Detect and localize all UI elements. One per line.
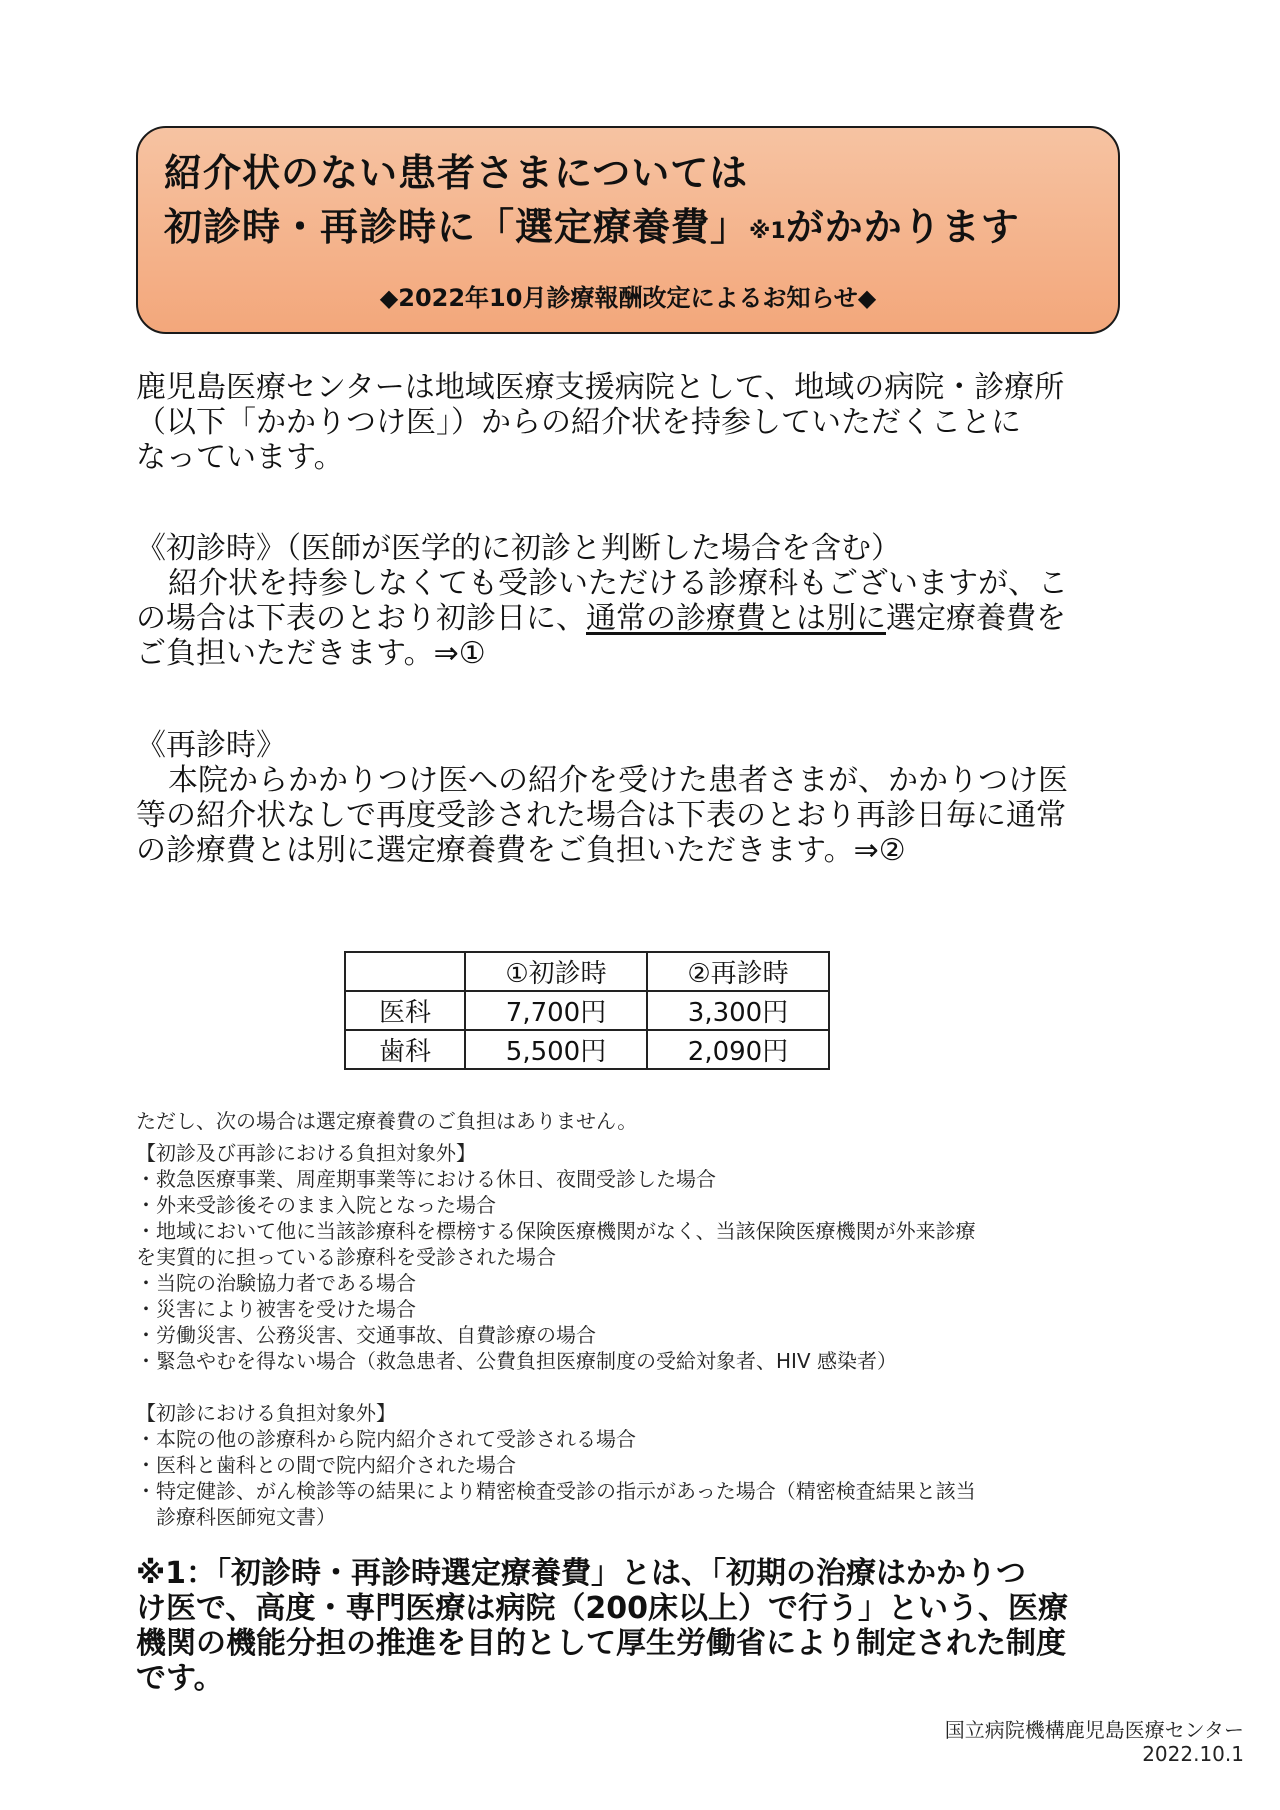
exceptions-group-first-and-revisit xyxy=(136,1140,1126,1374)
first-visit-text: 選定療養費を xyxy=(886,601,1066,636)
footnote-line: け医で、高度・専門医療は病院（200床以上）で行う」という、医療 xyxy=(136,1591,1069,1626)
underlined-text: 通常の診療費とは別に xyxy=(586,601,886,636)
revisit-heading: 《再診時》 xyxy=(136,728,286,763)
notice-banner xyxy=(136,126,1120,334)
list-item: ・特定健診、がん検診等の結果により精密検査受診の指示があった場合（精密検査結果と該当 xyxy=(136,1479,976,1503)
table-cell: 2,090円 xyxy=(647,1030,829,1069)
intro-line: 鹿児島医療センターは地域医療支援病院として、地域の病院・診療所 xyxy=(136,370,1065,405)
list-item: ・医科と歯科との間で院内紹介された場合 xyxy=(136,1453,516,1477)
table-cell: 医科 xyxy=(345,991,465,1030)
intro-line: （以下「かかりつけ医」）からの紹介状を持参していただくことに xyxy=(136,405,1021,440)
footer xyxy=(945,1718,1244,1766)
exceptions-group-title: 【初診における負担対象外】 xyxy=(136,1401,396,1425)
table-header-cell: ②再診時 xyxy=(647,952,829,991)
exceptions-intro: ただし、次の場合は選定療養費のご負担はありません。 xyxy=(136,1109,638,1133)
list-item: ・救急医療事業、周産期事業等における休日、夜間受診した場合 xyxy=(136,1167,716,1191)
intro-paragraph xyxy=(136,370,1126,475)
first-visit-line: ご負担いただきます。⇒① xyxy=(136,636,486,671)
issue-date: 2022.10.1 xyxy=(1142,1742,1244,1766)
first-visit-heading: 《初診時》（医師が医学的に初診と判断した場合を含む） xyxy=(136,531,901,566)
list-item: ・緊急やむを得ない場合（救急患者、公費負担医療制度の受給対象者、HIV 感染者） xyxy=(136,1349,897,1373)
revisit-line: 等の紹介状なしで再度受診された場合は下表のとおり再診日毎に通常 xyxy=(136,798,1066,833)
banner-note-mark: ※1 xyxy=(749,219,786,244)
table-row xyxy=(345,1030,829,1069)
first-visit-line xyxy=(136,601,1126,636)
exceptions-group-first-visit xyxy=(136,1400,1126,1530)
intro-line: なっています。 xyxy=(136,440,344,475)
table-cell: 歯科 xyxy=(345,1030,465,1069)
banner-title-line2 xyxy=(164,205,1020,249)
list-item: を実質的に担っている診療科を受診された場合 xyxy=(136,1245,556,1269)
revisit-line: の診療費とは別に選定療養費をご負担いただきます。⇒② xyxy=(136,833,906,868)
organization-name: 国立病院機構鹿児島医療センター xyxy=(944,1718,1244,1742)
banner-title-line1: 紹介状のない患者さまについては xyxy=(164,151,749,195)
footnote-line: ※1：「初診時・再診時選定療養費」とは、「初期の治療はかかりつ xyxy=(136,1556,1027,1591)
table-cell: 5,500円 xyxy=(465,1030,647,1069)
list-item: ・災害により被害を受けた場合 xyxy=(136,1297,416,1321)
revisit-line: 本院からかかりつけ医への紹介を受けた患者さまが、かかりつけ医 xyxy=(168,763,1068,798)
banner-title-line2-end: がかかります xyxy=(785,205,1020,249)
list-item: ・本院の他の診療科から院内紹介されて受診される場合 xyxy=(136,1427,636,1451)
list-item: ・当院の治験協力者である場合 xyxy=(136,1271,416,1295)
banner-title-line2-main: 初診時・再診時に「選定療養費」 xyxy=(164,205,750,249)
list-item: ・地域において他に当該診療科を標榜する保険医療機関がなく、当該保険医療機関が外来診療 xyxy=(136,1219,976,1243)
footnote-line: 機関の機能分担の推進を目的として厚生労働省により制定された制度 xyxy=(136,1626,1066,1661)
table-cell: 3,300円 xyxy=(647,991,829,1030)
table-cell: 7,700円 xyxy=(465,991,647,1030)
table-header-row xyxy=(345,952,829,991)
list-item: ・外来受診後そのまま入院となった場合 xyxy=(136,1193,496,1217)
revisit-paragraph xyxy=(136,763,1126,868)
table-header-cell xyxy=(345,952,465,991)
footnote-line: です。 xyxy=(136,1661,224,1696)
table-row xyxy=(345,991,829,1030)
first-visit-paragraph xyxy=(136,566,1126,671)
first-visit-line: 紹介状を持参しなくても受診いただける診療科もございますが、こ xyxy=(168,566,1068,601)
first-visit-text: の場合は下表のとおり初診日に、 xyxy=(136,601,586,636)
list-item: ・労働災害、公務災害、交通事故、自費診療の場合 xyxy=(136,1323,596,1347)
footnote xyxy=(136,1556,1126,1696)
fee-table xyxy=(344,951,830,1070)
table-header-cell: ①初診時 xyxy=(465,952,647,991)
exceptions-group-title: 【初診及び再診における負担対象外】 xyxy=(136,1141,476,1165)
banner-subtitle: ◆2022年10月診療報酬改定によるお知らせ◆ xyxy=(379,284,877,312)
list-item: 診療科医師宛文書） xyxy=(156,1505,336,1529)
